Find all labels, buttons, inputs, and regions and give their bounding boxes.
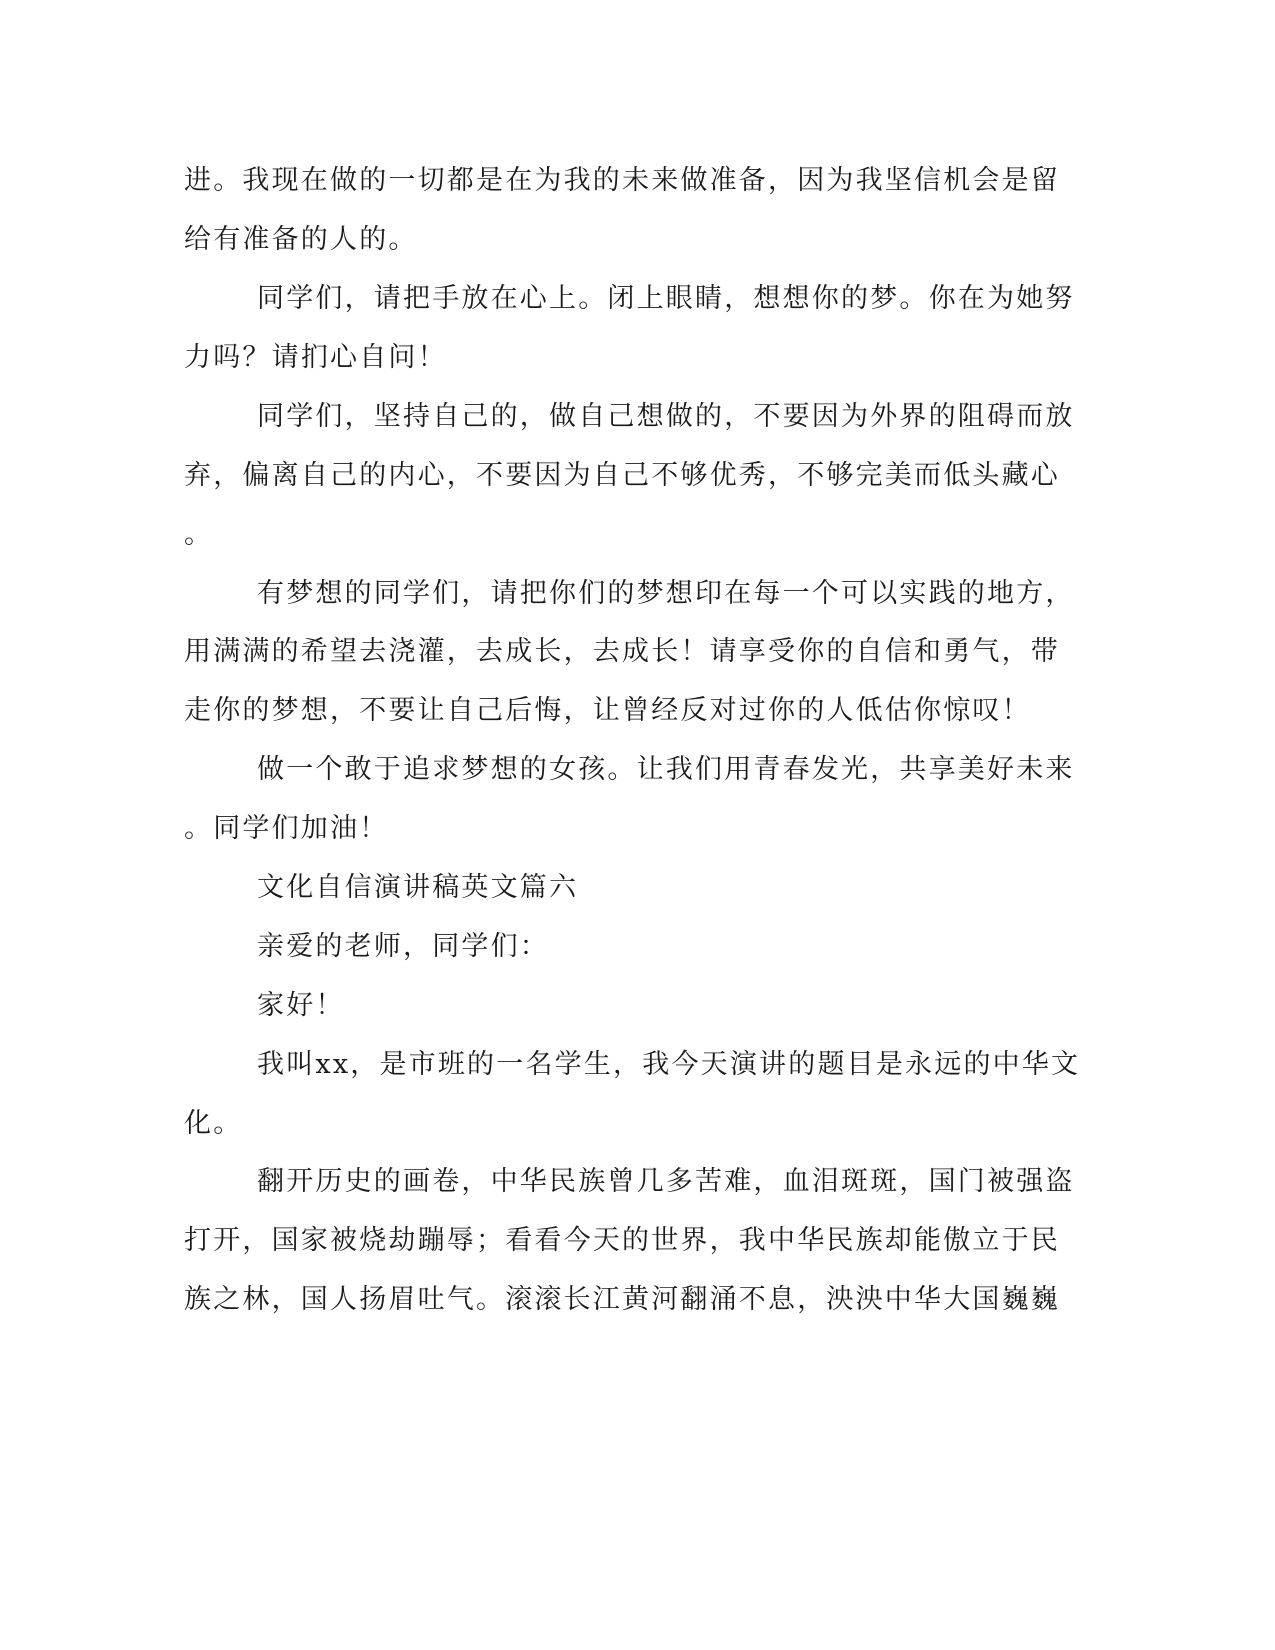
- text-line-4: 力吗？请扪心自问！: [184, 342, 447, 373]
- paragraph-start-line: 做一个敢于追求梦想的女孩。让我们用青春发光，共享美好未来: [257, 754, 1075, 785]
- paragraph-start-line: 有梦想的同学们，请把你们的梦想印在每一个可以实践的地方，: [257, 578, 1075, 609]
- salutation: 亲爱的老师，同学们：: [257, 931, 549, 962]
- paragraph-start-line: 同学们，坚持自己的，做自己想做的，不要因为外界的阻碍而放: [257, 401, 1075, 432]
- text-line-6: 弃，偏离自己的内心，不要因为自己不够优秀，不够完美而低头藏心: [184, 460, 1060, 491]
- text-line-2: 给有准备的人的。: [184, 224, 418, 255]
- text-line-17: 化。: [184, 1108, 243, 1139]
- paragraph-start-line: 同学们，请把手放在心上。闭上眼睛，想想你的梦。你在为她努: [257, 283, 1075, 314]
- text-line-10: 走你的梦想，不要让自己后悔，让曾经反对过你的人低估你惊叹！: [184, 695, 1031, 726]
- text-line-9: 用满满的希望去浇灌，去成长，去成长！请享受你的自信和勇气，带: [184, 636, 1060, 667]
- text-line-19: 打开，国家被烧劫蹦辱；看看今天的世界，我中华民族却能傲立于民: [184, 1225, 1060, 1256]
- text-line-20: 族之林，国人扬眉吐气。滚滚长江黄河翻涌不息，泱泱中华大国巍巍: [184, 1284, 1060, 1315]
- text-line-12: 。同学们加油！: [184, 813, 389, 844]
- text-line-7: 。: [184, 519, 214, 550]
- paragraph-start-line: 我叫xx，是市班的一名学生，我今天演讲的题目是永远的中华文: [257, 1049, 1081, 1080]
- section-heading: 文化自信演讲稿英文篇六: [257, 872, 579, 903]
- text-line-1: 进。我现在做的一切都是在为我的未来做准备，因为我坚信机会是留: [184, 165, 1060, 196]
- greeting: 家好！: [257, 990, 345, 1021]
- paragraph-start-line: 翻开历史的画卷，中华民族曾几多苦难，血泪斑斑，国门被强盗: [257, 1166, 1075, 1197]
